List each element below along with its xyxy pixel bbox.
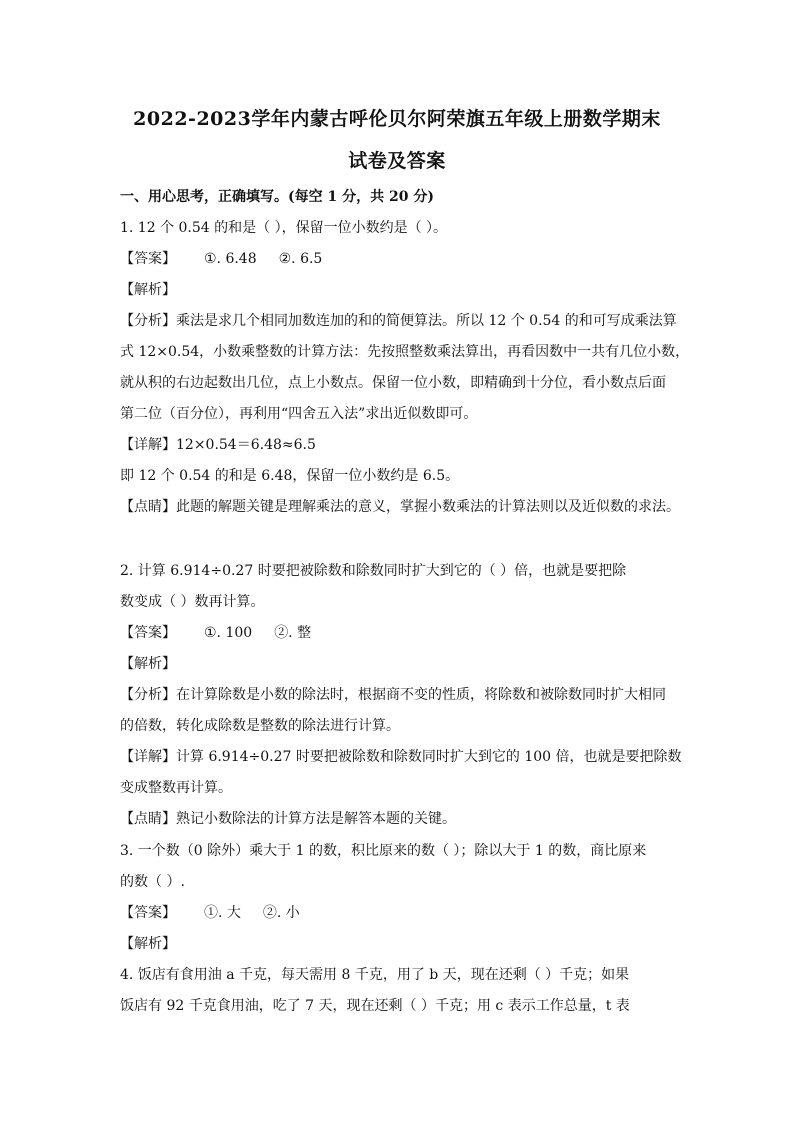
answer-label: 【答案】	[120, 625, 176, 641]
q1-fenxi-line-4: 第二位（百分位），再利用“四舍五入法”求出近似数即可。	[120, 406, 478, 422]
answer-value-2: ②. 整	[274, 625, 312, 641]
answer-value-2: ②. 6.5	[278, 251, 323, 267]
q3-question-line-2: 的数（ ）.	[120, 874, 185, 890]
q4-question-line-2: 饭店有 92 千克食用油，吃了 7 天，现在还剩（ ）千克；用 c 表示工作总量，t 表	[120, 998, 630, 1014]
q4-question-line-1: 4. 饭店有食用油 a 千克，每天需用 8 千克，用了 b 天，现在还剩（ ）千克；如果	[120, 967, 630, 983]
answer-value-1: ①. 100	[204, 625, 253, 641]
q1-answer	[120, 248, 680, 268]
q2-answer	[120, 622, 680, 642]
q2-key-point: 【点睛】熟记小数除法的计算方法是解答本题的关键。	[120, 811, 456, 827]
q3-question-line-1: 3. 一个数（0 除外）乘大于 1 的数，积比原来的数（ ）；除以大于 1 的数，商比原来	[120, 843, 647, 859]
document-title-line-1: 2022-2023学年内蒙古呼伦贝尔阿荣旗五年级上册数学期末	[133, 108, 661, 130]
q2-fenxi-line-1: 【分析】在计算除数是小数的除法时，根据商不变的性质，将除数和被除数同时扩大相同	[120, 687, 666, 703]
q2-detail-line-2: 变成整数再计算。	[120, 780, 232, 796]
answer-value-1: ①. 大	[204, 905, 241, 921]
q1-key-point: 【点睛】此题的解题关键是理解乘法的意义，掌握小数乘法的计算法则以及近似数的求法。	[120, 499, 680, 515]
q2-analysis-label: 【解析】	[120, 656, 176, 672]
q1-fenxi-line-3: 就从积的右边起数出几位，点上小数点。保留一位小数，即精确到十分位，看小数点后面	[120, 375, 666, 391]
q3-answer	[120, 902, 680, 922]
answer-label: 【答案】	[120, 905, 176, 921]
q2-fenxi-line-2: 的倍数，转化成除数是整数的除法进行计算。	[120, 718, 400, 734]
q2-question-line-2: 数变成（ ）数再计算。	[120, 594, 265, 610]
q3-analysis-label: 【解析】	[120, 936, 176, 952]
answer-value-2: ②. 小	[262, 905, 300, 921]
q2-question-line-1: 2. 计算 6.914÷0.27 时要把被除数和除数同时扩大到它的（ ）倍，也就是要把除	[120, 563, 627, 579]
answer-label: 【答案】	[120, 251, 176, 267]
q2-detail-line-1: 【详解】计算 6.914÷0.27 时要把被除数和除数同时扩大到它的 100 倍，也就是要把除数	[120, 749, 682, 765]
q1-fenxi-line-2: 式 12×0.54，小数乘整数的计算方法：先按照整数乘法算出，再看因数中一共有几位小数，	[120, 344, 690, 360]
answer-value-1: ①. 6.48	[204, 251, 257, 267]
q1-detail-line-2: 即 12 个 0.54 的和是 6.48，保留一位小数约是 6.5。	[120, 468, 460, 484]
section-heading: 一、用心思考，正确填写。(每空 1 分，共 20 分)	[120, 189, 434, 205]
q1-fenxi-line-1: 【分析】乘法是求几个相同加数连加的和的简便算法。所以 12 个 0.54 的和可写成乘法算	[120, 313, 677, 329]
q1-detail-line-1: 【详解】12×0.54＝6.48≈6.5	[120, 437, 316, 453]
document-title-line-2: 试卷及答案	[348, 150, 446, 172]
q1-analysis-label: 【解析】	[120, 282, 176, 298]
q1-question: 1. 12 个 0.54 的和是（ ），保留一位小数约是（ ）。	[120, 220, 448, 236]
